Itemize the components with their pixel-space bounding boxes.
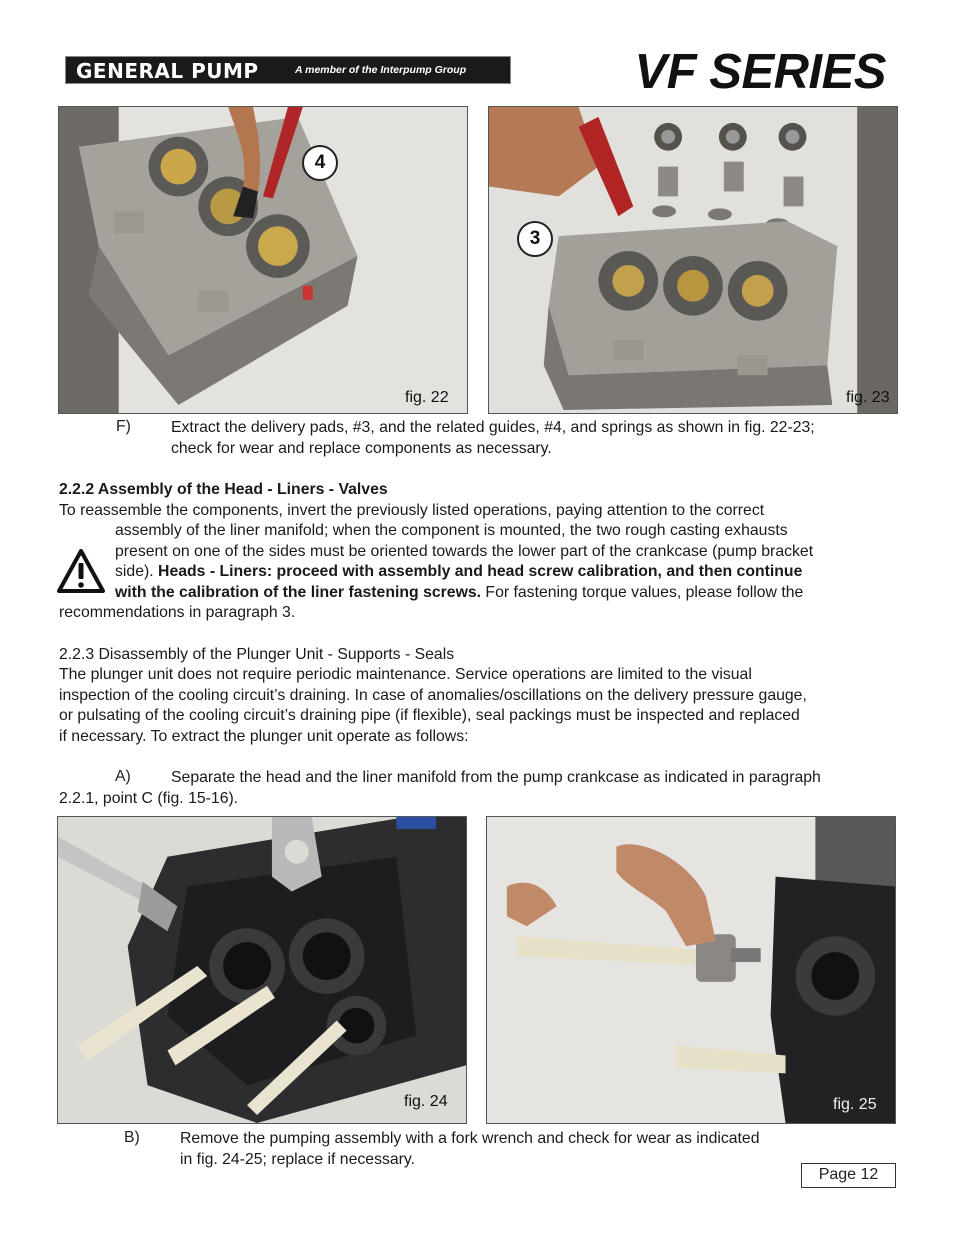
step-a-letter: A) <box>115 768 131 785</box>
section-223-line-3: or pulsating of the cooling circuit’s draining pipe (if flexible), seal packings must be inspected and replaced <box>59 707 800 724</box>
photo-fig-22 <box>58 106 468 414</box>
photo-fig-25 <box>486 816 896 1124</box>
series-title: VF SERIES <box>634 45 886 99</box>
photo-fig-24 <box>57 816 467 1124</box>
section-222-line-3: present on one of the sides must be oriented towards the lower part of the crankcase (pump bracket <box>115 543 814 560</box>
photo-fig-23 <box>488 106 898 414</box>
brand-tagline: A member of the Interpump Group <box>295 64 467 76</box>
section-222-line-4-plain: side). <box>115 563 159 580</box>
brand-name: GENERAL PUMP <box>76 59 259 83</box>
step-a-line-1: Separate the head and the liner manifold from the pump crankcase as indicated in paragraph <box>171 769 821 786</box>
fig-23-label: fig. 23 <box>846 389 890 406</box>
header-brand-bar <box>65 56 511 84</box>
section-223-heading: 2.2.3 Disassembly of the Plunger Unit - Supports - Seals <box>59 646 455 663</box>
step-b-letter: B) <box>124 1129 140 1146</box>
section-222-line-5-bold: with the calibration of the liner fastening screws. <box>115 584 482 601</box>
fig-25-label: fig. 25 <box>833 1096 877 1113</box>
section-222-line-2: assembly of the liner manifold; when the component is mounted, the two rough casting exhausts <box>115 522 788 539</box>
section-223-line-4: if necessary. To extract the plunger unit operate as follows: <box>59 728 469 745</box>
step-f-line-2: check for wear and replace components as necessary. <box>171 440 552 457</box>
delivery-pads-illustration <box>489 107 897 413</box>
step-f-line-1: Extract the delivery pads, #3, and the related guides, #4, and springs as shown in fig. 22-23; <box>171 419 815 436</box>
page-number: Page 12 <box>801 1163 896 1188</box>
section-222-line-6: recommendations in paragraph 3. <box>59 604 296 621</box>
step-b-line-1: Remove the pumping assembly with a fork wrench and check for wear as indicated <box>180 1130 760 1147</box>
step-f-letter: F) <box>116 418 131 435</box>
section-222-line-4 <box>115 562 802 583</box>
section-222-line-5 <box>115 583 803 604</box>
warning-icon <box>56 548 106 594</box>
callout-3: 3 <box>517 221 553 257</box>
section-222-line-4-bold: Heads - Liners: proceed with assembly and head screw calibration, and then continue <box>158 563 803 580</box>
section-222-line-1: To reassemble the components, invert the previously listed operations, paying attention to the correct <box>59 502 765 519</box>
section-223-line-2: inspection of the cooling circuit’s draining. In case of anomalies/oscillations on the delivery pressure gauge, <box>59 687 807 704</box>
section-222-line-5-plain: For fastening torque values, please follow the <box>481 584 804 601</box>
crankcase-wrench-illustration <box>58 817 466 1123</box>
fig-22-label: fig. 22 <box>405 389 449 406</box>
callout-4: 4 <box>302 145 338 181</box>
section-222-heading: 2.2.2 Assembly of the Head - Liners - Valves <box>59 481 388 498</box>
plunger-removal-illustration <box>487 817 895 1123</box>
fig-24-label: fig. 24 <box>404 1093 448 1110</box>
step-a-line-2: 2.2.1, point C (fig. 15-16). <box>59 790 239 807</box>
pump-head-illustration <box>59 107 467 413</box>
step-b-line-2: in fig. 24-25; replace if necessary. <box>180 1151 416 1168</box>
section-223-line-1: The plunger unit does not require periodic maintenance. Service operations are limited to the visual <box>59 666 752 683</box>
